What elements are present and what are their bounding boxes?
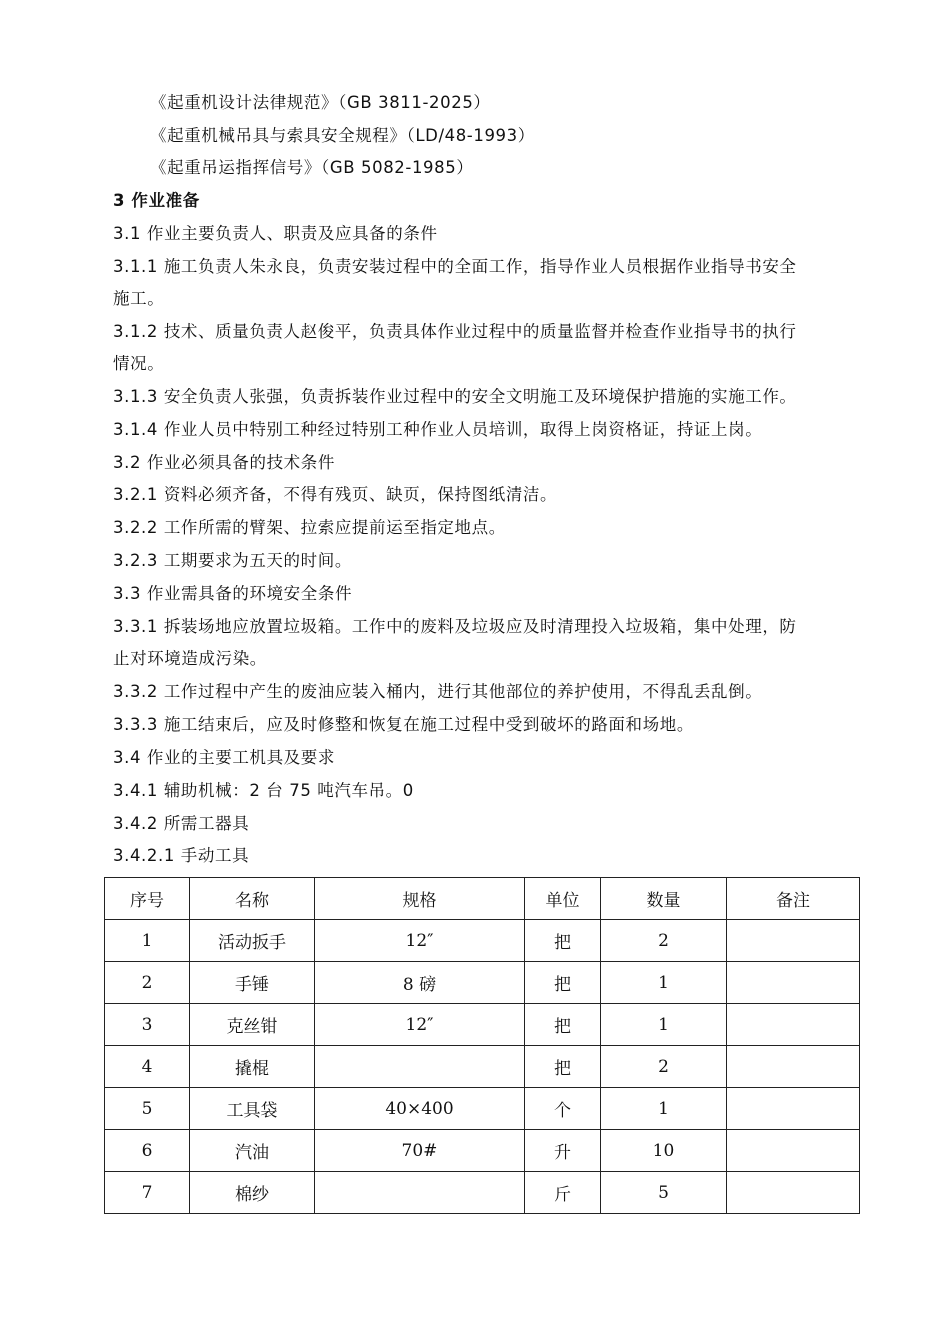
table-cell: [727, 1088, 860, 1130]
table-cell: 8 磅: [315, 962, 525, 1004]
table-cell: 汽油: [190, 1130, 315, 1172]
table-cell: [727, 1004, 860, 1046]
table-cell: 5: [601, 1172, 727, 1214]
paragraph-line: 3.3 作业需具备的环境安全条件: [113, 584, 353, 603]
table-cell: 撬棍: [190, 1046, 315, 1088]
table-cell: 棉纱: [190, 1172, 315, 1214]
paragraph-line: 3.3.2 工作过程中产生的废油应装入桶内，进行其他部位的养护使用，不得乱丢乱倒。: [113, 682, 763, 701]
table-cell: 斤: [525, 1172, 601, 1214]
paragraph-line: 情况。: [113, 354, 165, 373]
table-cell: 1: [601, 1004, 727, 1046]
table-cell: 12″: [315, 920, 525, 962]
table-cell: 3: [105, 1004, 190, 1046]
table-cell: 7: [105, 1172, 190, 1214]
table-cell: [727, 1046, 860, 1088]
paragraph-line: 3.1.1 施工负责人朱永良，负责安装过程中的全面工作，指导作业人员根据作业指导书安全: [113, 257, 797, 276]
table-cell: 10: [601, 1130, 727, 1172]
table-row: [105, 1172, 860, 1214]
table-cell: 2: [601, 1046, 727, 1088]
reference-line: 《起重机械吊具与索具安全规程》（LD/48-1993）: [150, 126, 535, 145]
table-cell: 升: [525, 1130, 601, 1172]
table-cell: 6: [105, 1130, 190, 1172]
table-cell: 1: [601, 962, 727, 1004]
table-cell: 40×400: [315, 1088, 525, 1130]
paragraph-line: 3.2.3 工期要求为五天的时间。: [113, 551, 352, 570]
paragraph-line: 3.4 作业的主要工机具及要求: [113, 748, 335, 767]
paragraph-line: 3.1 作业主要负责人、职责及应具备的条件: [113, 224, 438, 243]
table-header-row: [105, 878, 860, 920]
paragraph-line: 3.1.4 作业人员中特别工种经过特别工种作业人员培训，取得上岗资格证，持证上岗。: [113, 420, 763, 439]
table-row: [105, 962, 860, 1004]
header-cell-index: 序号: [105, 878, 190, 920]
paragraph-line: 3.2.1 资料必须齐备，不得有残页、缺页，保持图纸清洁。: [113, 485, 558, 504]
table-cell: 把: [525, 920, 601, 962]
table-cell: [727, 920, 860, 962]
header-cell-name: 名称: [190, 878, 315, 920]
paragraph-line: 3.3.3 施工结束后，应及时修整和恢复在施工过程中受到破坏的路面和场地。: [113, 715, 694, 734]
header-cell-unit: 单位: [525, 878, 601, 920]
table-cell: 把: [525, 1004, 601, 1046]
table-cell: 把: [525, 1046, 601, 1088]
paragraph-line: 3.1.3 安全负责人张强，负责拆装作业过程中的安全文明施工及环境保护措施的实施工作。: [113, 387, 797, 406]
table-cell: [315, 1172, 525, 1214]
hand-tools-table: [104, 877, 860, 1214]
table-cell: 活动扳手: [190, 920, 315, 962]
table-cell: [315, 1046, 525, 1088]
paragraph-line: 施工。: [113, 289, 165, 308]
header-cell-remarks: 备注: [727, 878, 860, 920]
table-row: [105, 1004, 860, 1046]
table-cell: 手锤: [190, 962, 315, 1004]
paragraph-line: 3.4.2 所需工器具: [113, 814, 250, 833]
table-cell: 把: [525, 962, 601, 1004]
table-cell: 70#: [315, 1130, 525, 1172]
table-cell: 个: [525, 1088, 601, 1130]
table-cell: 1: [601, 1088, 727, 1130]
table-cell: 1: [105, 920, 190, 962]
paragraph-line: 3.4.2.1 手动工具: [113, 846, 250, 865]
table-cell: 2: [105, 962, 190, 1004]
paragraph-line: 3.3.1 拆装场地应放置垃圾箱。工作中的废料及垃圾应及时清理投入垃圾箱，集中处理，防: [113, 617, 797, 636]
table-row: [105, 1088, 860, 1130]
table-cell: [727, 1130, 860, 1172]
table-cell: 2: [601, 920, 727, 962]
paragraph-line: 3.2 作业必须具备的技术条件: [113, 453, 335, 472]
table-cell: 克丝钳: [190, 1004, 315, 1046]
table-row: [105, 920, 860, 962]
table-cell: [727, 962, 860, 1004]
table-cell: [727, 1172, 860, 1214]
header-cell-spec: 规格: [315, 878, 525, 920]
paragraph-line: 3.4.1 辅助机械：2 台 75 吨汽车吊。0: [113, 781, 414, 800]
section-title: 3 作业准备: [113, 191, 200, 210]
paragraph-line: 3.2.2 工作所需的臂架、拉索应提前运至指定地点。: [113, 518, 506, 537]
table-cell: 4: [105, 1046, 190, 1088]
reference-line: 《起重吊运指挥信号》（GB 5082-1985）: [150, 158, 474, 177]
table-cell: 5: [105, 1088, 190, 1130]
table-row: [105, 1046, 860, 1088]
paragraph-line: 3.1.2 技术、质量负责人赵俊平，负责具体作业过程中的质量监督并检查作业指导书的执行: [113, 322, 797, 341]
paragraph-line: 止对环境造成污染。: [113, 649, 267, 668]
table-cell: 12″: [315, 1004, 525, 1046]
table-row: [105, 1130, 860, 1172]
table-cell: 工具袋: [190, 1088, 315, 1130]
reference-line: 《起重机设计法律规范》（GB 3811-2025）: [150, 93, 491, 112]
header-cell-quantity: 数量: [601, 878, 727, 920]
